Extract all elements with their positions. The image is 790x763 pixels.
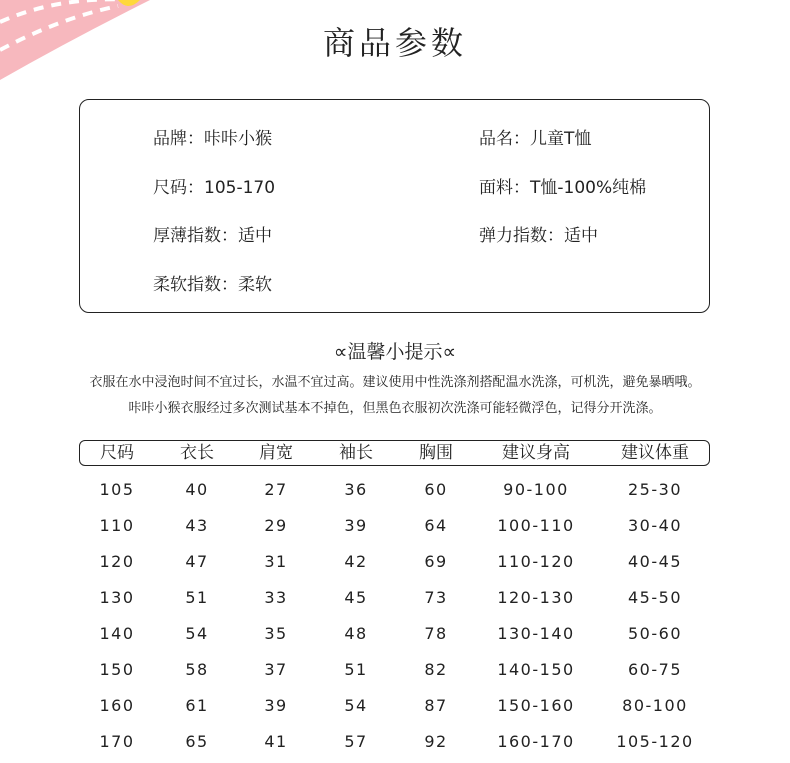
- table-cell: 150: [99, 660, 135, 679]
- tips-line-1: 衣服在水中浸泡时间不宜过长，水温不宜过高。建议使用中性洗涤剂搭配温水洗涤，可机洗，避免暴晒哦。: [89, 375, 701, 390]
- table-cell: 47: [185, 552, 209, 571]
- table-cell: 51: [344, 660, 368, 679]
- info-thickness: 厚薄指数：适中: [153, 226, 272, 246]
- size-table-header: [79, 440, 710, 466]
- table-cell: 90-100: [503, 480, 569, 499]
- table-cell: 43: [185, 516, 209, 535]
- table-cell: 160: [99, 696, 135, 715]
- table-cell: 54: [344, 696, 368, 715]
- table-cell: 160-170: [497, 732, 575, 751]
- tips-title: ∝温馨小提示∝: [333, 341, 457, 363]
- tips-line-2: 咔咔小猴衣服经过多次测试基本不掉色，但黑色衣服初次洗涤可能轻微浮色，记得分开洗涤。: [128, 401, 662, 416]
- table-cell: 87: [424, 696, 448, 715]
- col-header-chest: 胸围: [419, 443, 453, 463]
- table-cell: 27: [264, 480, 288, 499]
- table-cell: 61: [185, 696, 209, 715]
- table-cell: 31: [264, 552, 288, 571]
- info-product-name: 品名：儿童T恤: [479, 129, 592, 149]
- table-cell: 73: [424, 588, 448, 607]
- table-cell: 40: [185, 480, 209, 499]
- table-cell: 39: [264, 696, 288, 715]
- col-header-length: 衣长: [180, 443, 214, 463]
- table-cell: 150-160: [497, 696, 575, 715]
- info-elasticity: 弹力指数：适中: [479, 226, 598, 246]
- table-cell: 54: [185, 624, 209, 643]
- table-cell: 140-150: [497, 660, 575, 679]
- table-cell: 130: [99, 588, 135, 607]
- table-cell: 105-120: [616, 732, 694, 751]
- table-cell: 100-110: [497, 516, 575, 535]
- table-cell: 48: [344, 624, 368, 643]
- table-cell: 51: [185, 588, 209, 607]
- table-cell: 80-100: [622, 696, 688, 715]
- table-cell: 170: [99, 732, 135, 751]
- table-cell: 69: [424, 552, 448, 571]
- table-cell: 42: [344, 552, 368, 571]
- table-cell: 36: [344, 480, 368, 499]
- table-cell: 120-130: [497, 588, 575, 607]
- table-cell: 120: [99, 552, 135, 571]
- table-cell: 78: [424, 624, 448, 643]
- table-cell: 35: [264, 624, 288, 643]
- table-cell: 37: [264, 660, 288, 679]
- table-cell: 50-60: [628, 624, 682, 643]
- table-cell: 110: [99, 516, 135, 535]
- table-cell: 45: [344, 588, 368, 607]
- table-cell: 39: [344, 516, 368, 535]
- table-cell: 40-45: [628, 552, 682, 571]
- info-softness: 柔软指数：柔软: [153, 275, 272, 295]
- col-header-height: 建议身高: [502, 443, 570, 463]
- table-cell: 60-75: [628, 660, 682, 679]
- page-title: 商品参数: [322, 24, 467, 62]
- table-cell: 64: [424, 516, 448, 535]
- info-material: 面料：T恤-100%纯棉: [479, 178, 647, 198]
- table-cell: 82: [424, 660, 448, 679]
- table-cell: 110-120: [497, 552, 575, 571]
- table-cell: 30-40: [628, 516, 682, 535]
- table-cell: 130-140: [497, 624, 575, 643]
- table-cell: 65: [185, 732, 209, 751]
- table-cell: 33: [264, 588, 288, 607]
- col-header-size: 尺码: [100, 443, 134, 463]
- table-cell: 57: [344, 732, 368, 751]
- table-cell: 58: [185, 660, 209, 679]
- col-header-weight: 建议体重: [621, 443, 689, 463]
- table-cell: 41: [264, 732, 288, 751]
- table-cell: 105: [99, 480, 135, 499]
- table-cell: 140: [99, 624, 135, 643]
- info-brand: 品牌：咔咔小猴: [153, 129, 272, 149]
- table-cell: 25-30: [628, 480, 682, 499]
- col-header-shoulder: 肩宽: [259, 443, 293, 463]
- table-cell: 45-50: [628, 588, 682, 607]
- table-cell: 60: [424, 480, 448, 499]
- table-cell: 29: [264, 516, 288, 535]
- col-header-sleeve: 袖长: [339, 443, 373, 463]
- table-cell: 92: [424, 732, 448, 751]
- info-size: 尺码：105-170: [153, 178, 276, 198]
